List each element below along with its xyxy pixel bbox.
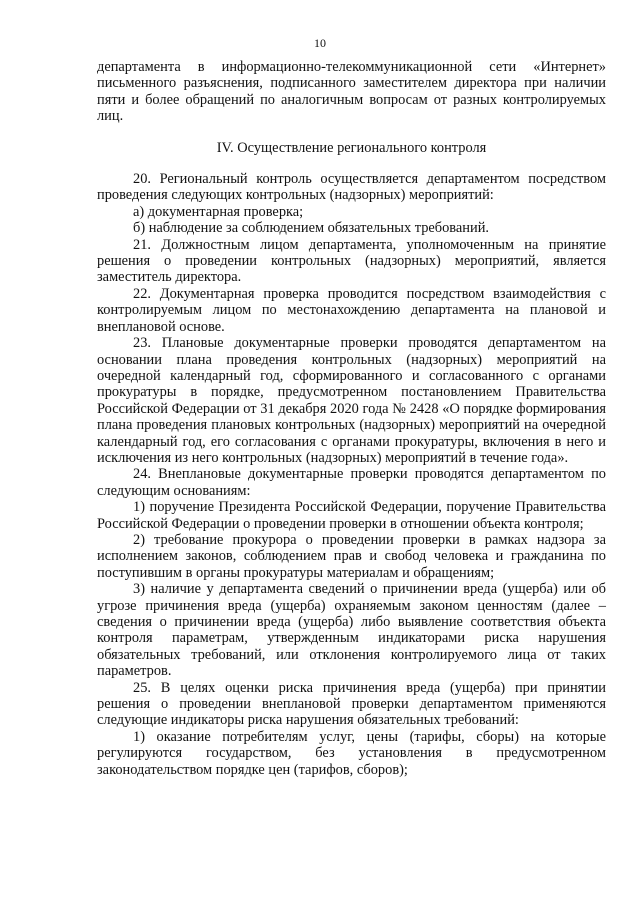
document-body (97, 59, 606, 778)
paragraph-24: 24. Внеплановые документарные проверки проводятся департаментом по следующим основаниям: (97, 466, 606, 499)
continuation-paragraph: департамента в информационно-телекоммуникационной сети «Интернет» письменного разъяснения, подписанного заместителем директора при наличии пяти и более обращений по аналогичным вопросам от разных контролируемых лиц. (97, 59, 606, 125)
paragraph-22: 22. Документарная проверка проводится посредством взаимодействия с контролируемым лицом по местонахождению департамента на плановой и внеплановой основе. (97, 285, 606, 335)
paragraph-24-item-3: 3) наличие у департамента сведений о причинении вреда (ущерба) или об угрозе причинения вреда (ущерба) охраняемым законом ценностям (далее – сведения о причинении вреда (ущерба) либо выявление соответствия объекта контроля параметрам, утвержденным индикаторами риска нарушения обязательных требований, или отклонения контролируемого лица от таких параметров. (97, 581, 606, 680)
paragraph-25-item-1: 1) оказание потребителям услуг, цены (тарифы, сборы) на которые регулируются государством, без установления в предусмотренном законодательством порядке цен (тарифов, сборов); (97, 728, 606, 778)
paragraph-23: 23. Плановые документарные проверки проводятся департаментом на основании плана проведения контрольных (надзорных) мероприятий на очередной календарный год, сформированного и согласованного с органами прокуратуры в порядке, предусмотренном постановлением Правительства Российской Федерации от 31 декабря 2020 года № 2428 «О порядке формирования плана проведения плановых контрольных (надзорных) мероприятий на очередной календарный год, его согласования с органами прокуратуры, включения в него и исключения из него контрольных (надзорных) мероприятий в течение года». (97, 335, 606, 466)
paragraph-21: 21. Должностным лицом департамента, уполномоченным на принятие решения о проведении контрольных (надзорных) мероприятий, является заместитель директора. (97, 236, 606, 286)
paragraph-24-item-2: 2) требование прокурора о проведении проверки в рамках надзора за исполнением законов, соблюдением прав и свобод человека и гражданина по поступившим в органы прокуратуры материалам и обращениям; (97, 531, 606, 581)
paragraph-20: 20. Региональный контроль осуществляется департаментом посредством проведения следующих контрольных (надзорных) мероприятий: (97, 171, 606, 204)
list-item-a: а) документарная проверка; (133, 203, 304, 220)
paragraph-25: 25. В целях оценки риска причинения вреда (ущерба) при принятии решения о проведении внеплановой проверки департаментом применяются следующие индикаторы риска нарушения обязательных требований: (97, 679, 606, 729)
list-item-b: б) наблюдение за соблюдением обязательных требований. (133, 220, 489, 237)
section-heading: IV. Осуществление регионального контроля (216, 139, 487, 156)
page-number: 10 (314, 36, 326, 50)
paragraph-24-item-1: 1) поручение Президента Российской Федерации, поручение Правительства Российской Федерации о проведении проверки в отношении объекта контроля; (97, 499, 606, 532)
